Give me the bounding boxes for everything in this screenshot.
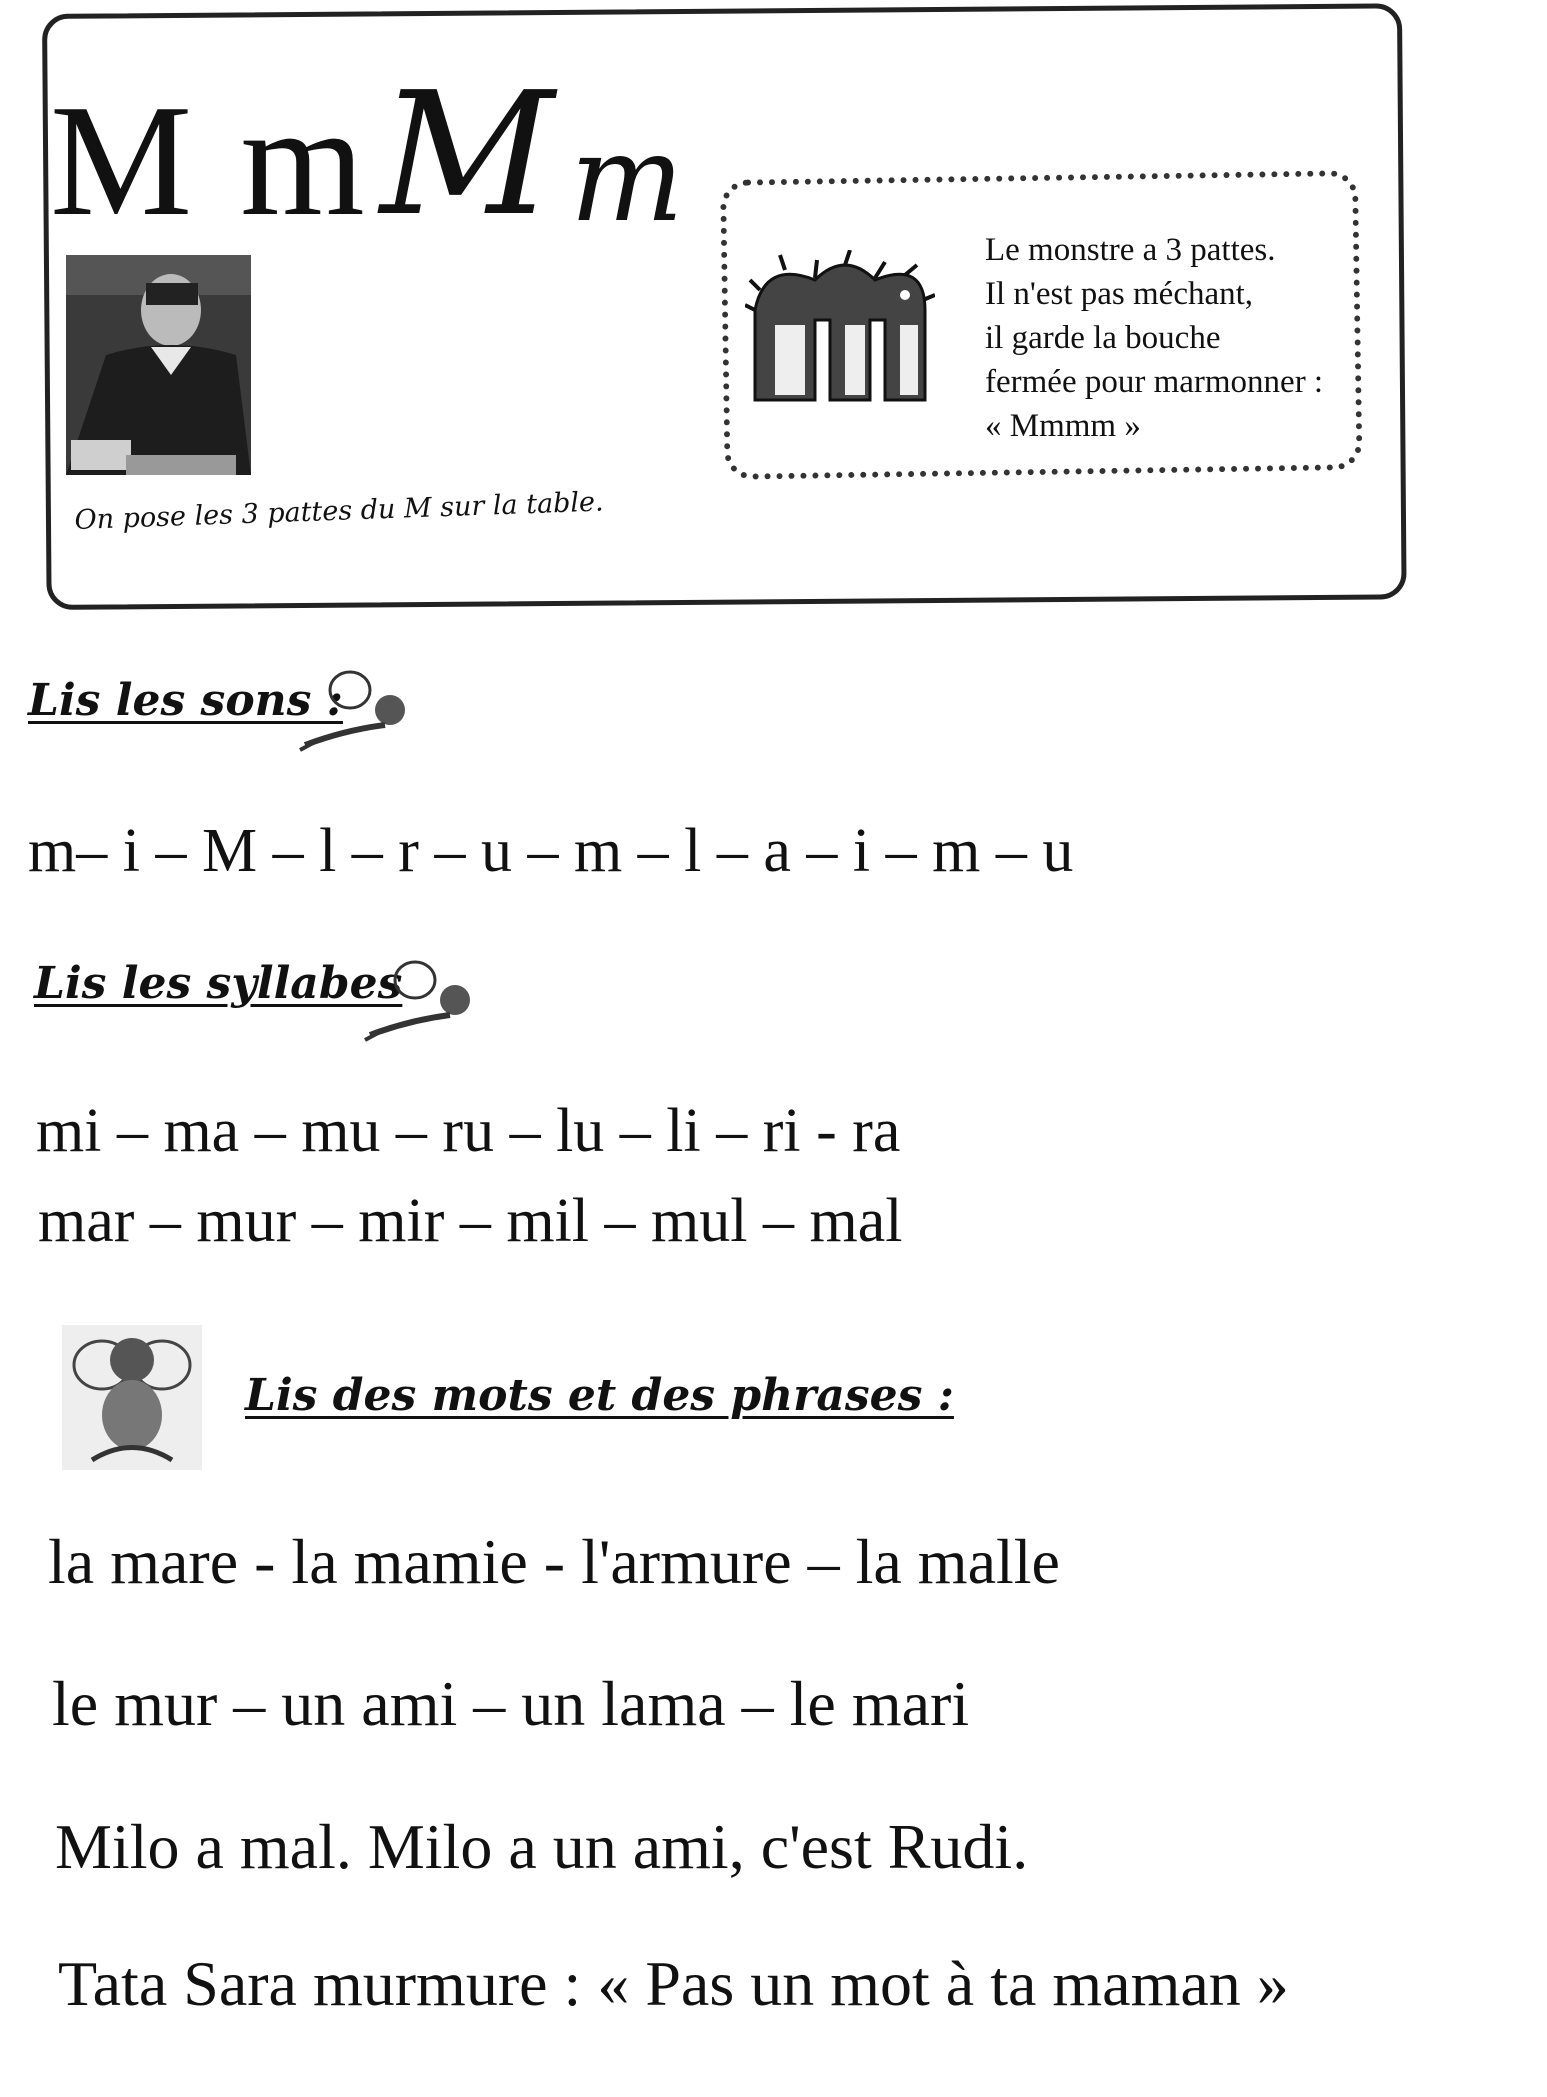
words-line-2: le mur – un ami – un lama – le mari xyxy=(52,1668,970,1739)
sounds-title: Lis les sons : xyxy=(28,675,343,726)
syllables-line-1: mi – ma – mu – ru – lu – li – ri - ra xyxy=(36,1097,901,1165)
words-line-4: Tata Sara murmure : « Pas un mot à ta maman » xyxy=(58,1948,1289,2019)
print-letters: M m xyxy=(50,71,369,249)
sounds-line: m– i – M – l – r – u – m – l – a – i – m – u xyxy=(28,817,1074,885)
monster-m-icon xyxy=(745,250,935,410)
cursive-lower-letter: m xyxy=(570,110,684,249)
monster-text: Le monstre a 3 pattes. Il n'est pas méchant, il garde la bouche fermée pour marmonner : « Mmmm » xyxy=(985,232,1324,444)
fairy-icon xyxy=(62,1325,202,1470)
words-line-3: Milo a mal. Milo a un ami, c'est Rudi. xyxy=(55,1811,1029,1882)
words-line-1: la mare - la mamie - l'armure – la malle xyxy=(48,1526,1060,1597)
syllables-title: Lis les syllabes xyxy=(34,958,403,1009)
syllables-line-2: mar – mur – mir – mil – mul – mal xyxy=(38,1187,903,1255)
fairy-icon xyxy=(295,670,415,765)
child-photo xyxy=(66,255,251,475)
fairy-icon xyxy=(360,960,480,1055)
photo-caption: On pose les 3 pattes du M sur la table. xyxy=(74,486,605,536)
cursive-upper-letter: M xyxy=(380,56,555,254)
words-title: Lis des mots et des phrases : xyxy=(245,1370,954,1421)
